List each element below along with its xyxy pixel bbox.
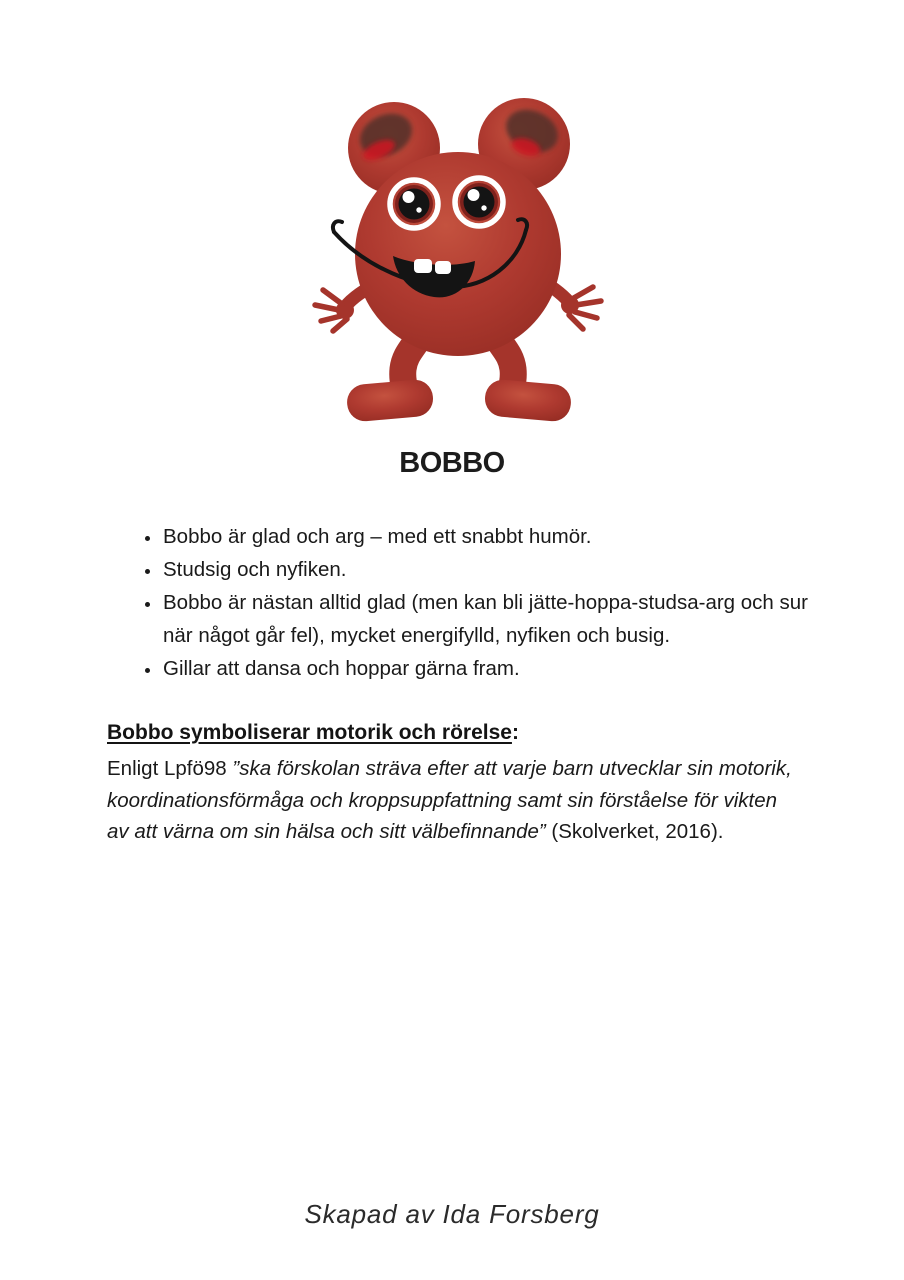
monster-body <box>355 152 561 356</box>
section-heading-text: Bobbo symboliserar motorik och rörelse <box>107 721 512 744</box>
page-title: BOBBO <box>399 447 505 479</box>
section-heading <box>107 721 519 745</box>
bobbo-monster-illustration <box>298 84 620 436</box>
list-item: • Bobbo är nästan alltid glad (men kan bli jätte-hoppa-studsa-arg och sur när något går fel), mycket energifylld, nyfiken och busig. <box>162 586 817 652</box>
footer-credit: Skapad av Ida Forsberg <box>304 1199 600 1229</box>
monster-left-eye <box>390 180 438 228</box>
paragraph-quote: ”ska förskolan sträva efter att varje barn utvecklar sin motorik, koordinationsförmåga och kroppsuppfattning samt sin förståelse för vikten av att värna om sin hälsa och sitt välbefinnande” <box>107 757 792 843</box>
monster-icon <box>298 84 620 436</box>
paragraph-citation: (Skolverket, 2016). <box>545 820 724 843</box>
section-paragraph <box>107 753 804 848</box>
section-heading-colon: : <box>511 721 519 744</box>
list-item: • Gillar att dansa och hoppar gärna fram. <box>162 652 817 685</box>
list-item: • Studsig och nyfiken. <box>162 553 817 586</box>
list-item: • Bobbo är glad och arg – med ett snabbt humör. <box>162 520 817 553</box>
paragraph-intro: Enligt Lpfö98 <box>107 757 233 780</box>
monster-right-eye <box>455 178 503 226</box>
bullet-list <box>135 520 817 685</box>
